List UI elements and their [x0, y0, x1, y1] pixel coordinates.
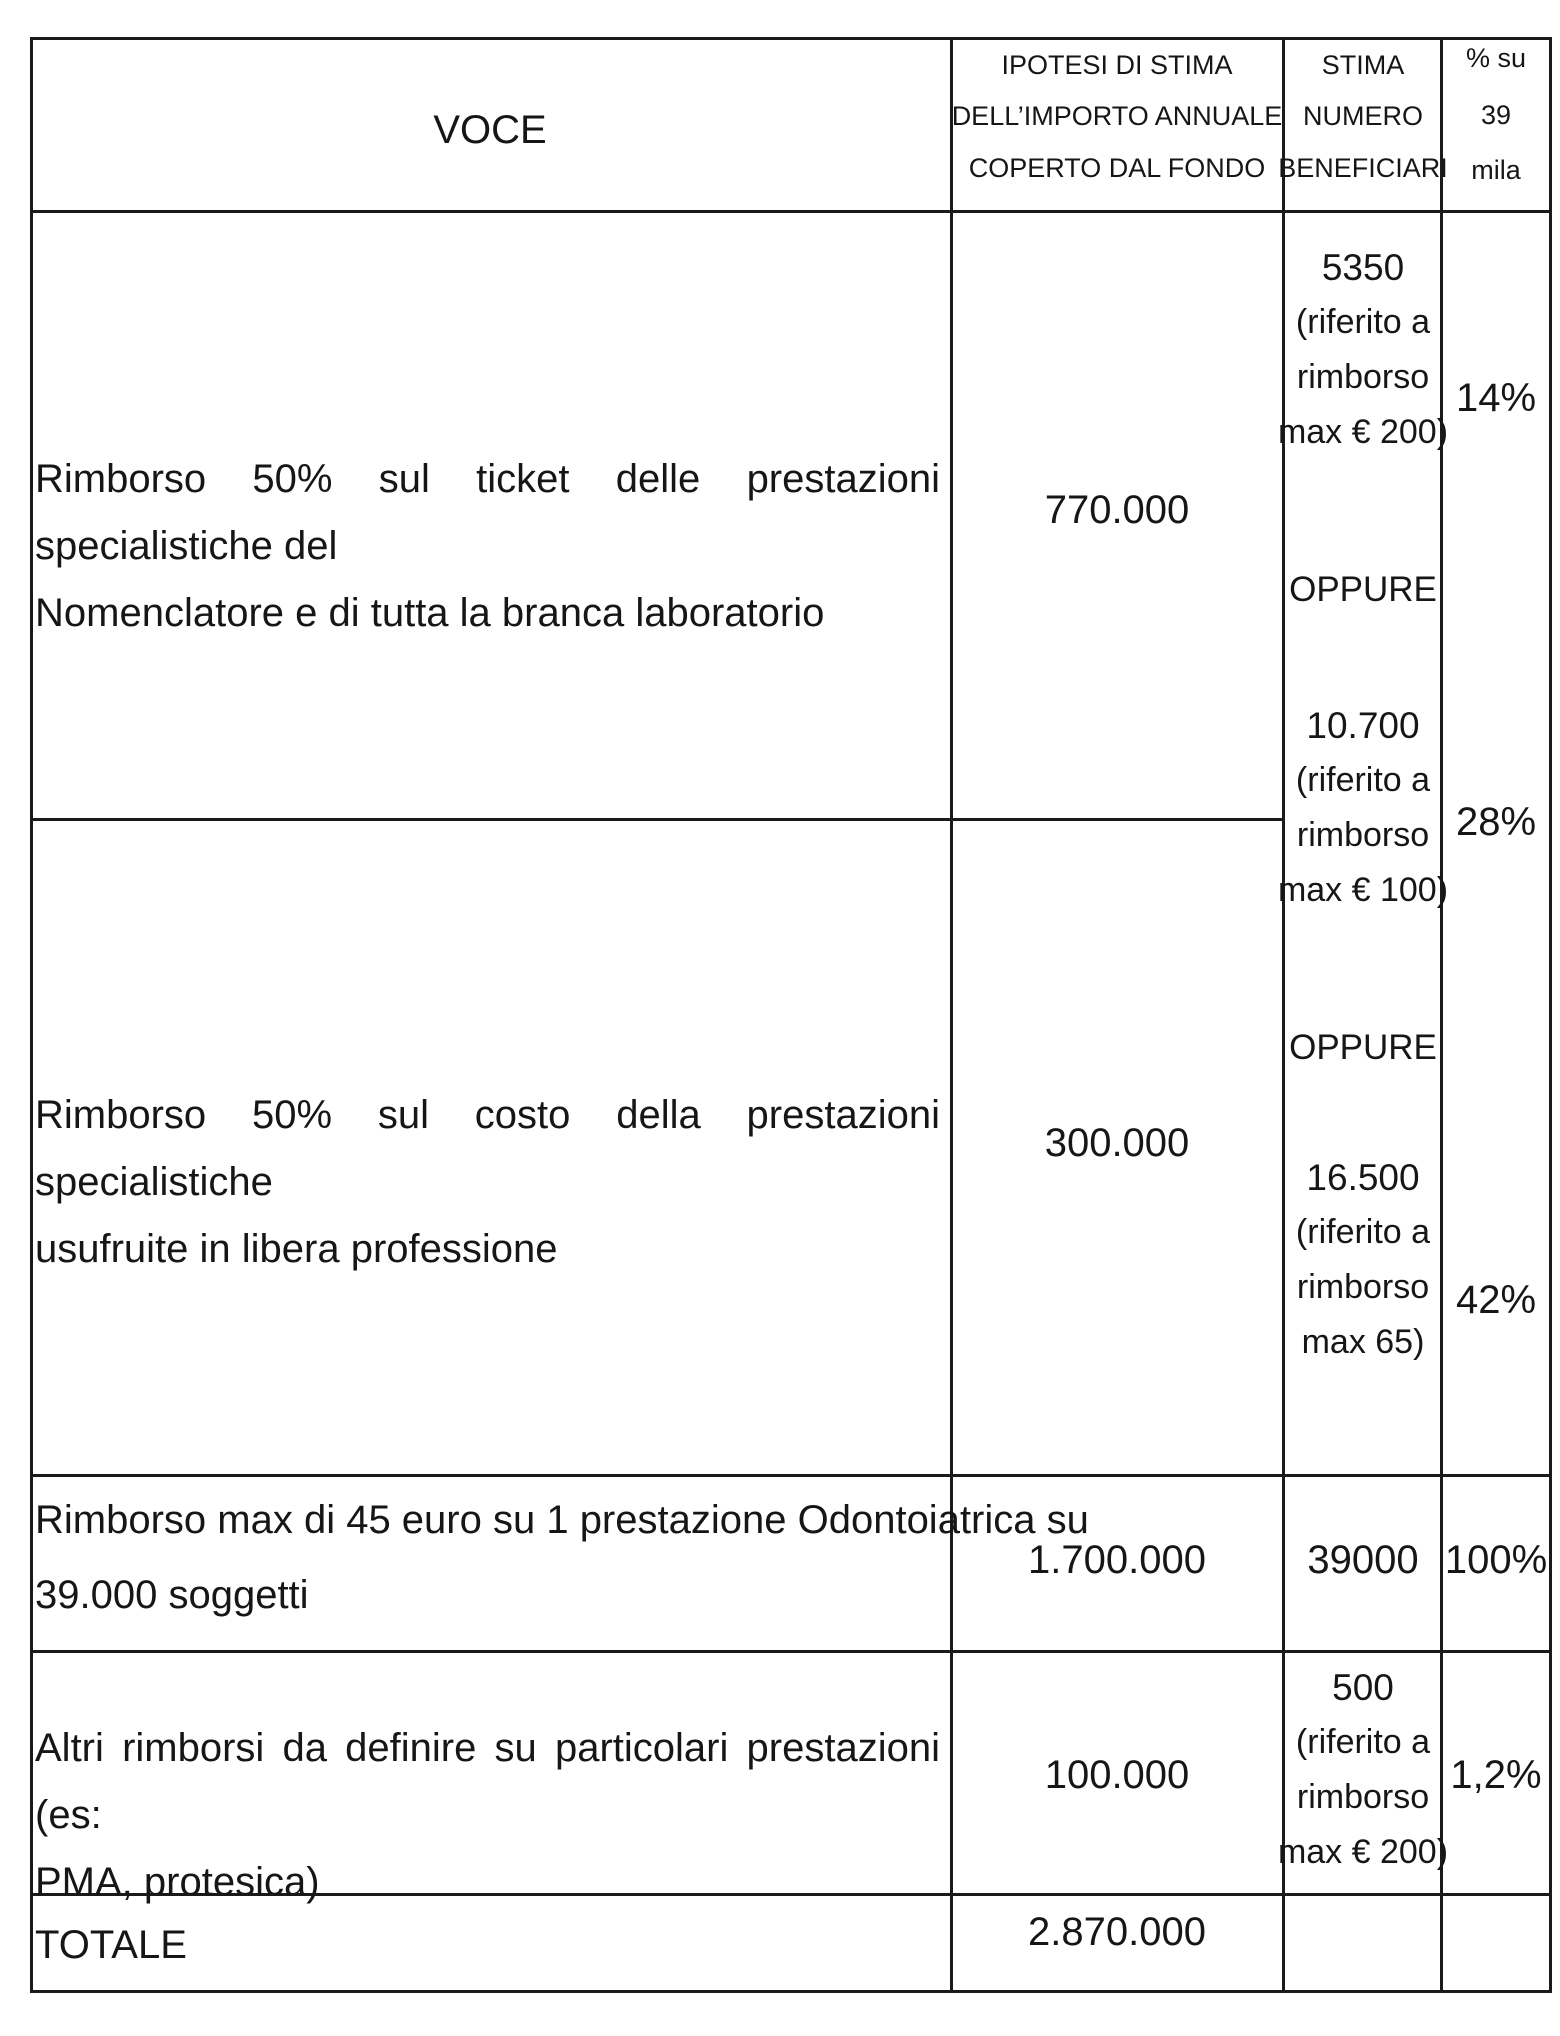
row-importo: 1.700.000 [1028, 1538, 1206, 1582]
beneficiari-note: (riferito a [1295, 1213, 1431, 1251]
row-importo-total: 2.870.000 [1028, 1910, 1206, 1954]
header-beneficiari-line: BENEFICIARI [1278, 153, 1448, 183]
oppure-label: OPPURE [1289, 1028, 1437, 1067]
percentuale-value: 28% [1455, 800, 1537, 844]
header-percentuale-line: mila [1471, 155, 1521, 185]
table-border-bottom [30, 1990, 1552, 1993]
header-beneficiari-line: STIMA [1321, 50, 1405, 80]
row-divider [30, 818, 1285, 821]
row-divider [30, 1650, 1552, 1653]
header-importo-line: COPERTO DAL FONDO [968, 153, 1266, 183]
beneficiari-note: rimborso [1296, 1268, 1430, 1306]
row-voce-total: TOTALE [35, 1923, 187, 1967]
beneficiari-count: 16.500 [1306, 1157, 1420, 1198]
beneficiari-count: 10.700 [1306, 705, 1420, 746]
oppure-label: OPPURE [1289, 570, 1437, 609]
beneficiari-count: 500 [1332, 1667, 1394, 1708]
header-importo-line: IPOTESI DI STIMA [1001, 50, 1233, 80]
row-beneficiari [1278, 1660, 1448, 1880]
beneficiari-note: max € 100) [1277, 871, 1449, 909]
row-importo: 300.000 [1044, 1121, 1190, 1165]
column-divider [950, 37, 953, 1993]
row-voce-text [35, 1082, 940, 1283]
table-border-right [1549, 37, 1552, 1993]
beneficiari-count: 5350 [1321, 247, 1405, 288]
beneficiari-note: max € 200) [1277, 413, 1449, 451]
row-percentuale: 1,2% [1450, 1753, 1542, 1797]
table-border-top [30, 37, 1552, 40]
percentuale-value: 42% [1455, 1278, 1537, 1322]
row-voce-line: Altri rimborsi da definire su particolari prestazioni (es: [35, 1726, 940, 1837]
row-voce-line: Nomenclatore e di tutta la branca laboratorio [35, 591, 825, 635]
header-beneficiari-line: NUMERO [1303, 101, 1423, 131]
beneficiari-note: max 65) [1301, 1323, 1425, 1361]
beneficiari-note: max € 200) [1277, 1833, 1449, 1871]
header-bottom-rule [30, 210, 1552, 213]
row-voce-line: 39.000 soggetti [35, 1573, 309, 1617]
header-voce: VOCE [433, 108, 547, 152]
row-voce-text [35, 446, 940, 647]
row-voce-line: Rimborso 50% sul ticket delle prestazioni specialistiche del [35, 457, 940, 568]
beneficiari-option-1 [1278, 240, 1448, 460]
header-importo-line: DELL’IMPORTO ANNUALE [951, 101, 1283, 131]
beneficiari-note: (riferito a [1295, 761, 1431, 799]
table-border-left [30, 37, 33, 1993]
beneficiari-option-2 [1278, 698, 1448, 918]
row-voce-line: Rimborso max di 45 euro su 1 prestazione Odontoiatrica su [35, 1498, 1089, 1542]
beneficiari-note: rimborso [1296, 358, 1430, 396]
header-percentuale-line: 39 [1480, 100, 1512, 130]
row-voce-text [35, 1715, 940, 1916]
percentuale-value: 14% [1455, 376, 1537, 420]
row-voce-line: usufruite in libera professione [35, 1227, 558, 1271]
row-voce-line: PMA, protesica) [35, 1860, 320, 1904]
row-importo: 770.000 [1044, 488, 1190, 532]
beneficiari-note: (riferito a [1295, 303, 1431, 341]
beneficiari-note: rimborso [1296, 816, 1430, 854]
beneficiari-option-3 [1296, 1150, 1430, 1370]
header-percentuale-line: % su [1465, 43, 1527, 73]
row-voce-line: Rimborso 50% sul costo della prestazioni specialistiche [35, 1093, 940, 1204]
beneficiari-note: (riferito a [1295, 1723, 1431, 1761]
row-percentuale: 100% [1444, 1538, 1548, 1582]
row-importo: 100.000 [1044, 1753, 1190, 1797]
row-beneficiari: 39000 [1307, 1538, 1419, 1582]
beneficiari-note: rimborso [1296, 1778, 1430, 1816]
row-divider [30, 1474, 1552, 1477]
